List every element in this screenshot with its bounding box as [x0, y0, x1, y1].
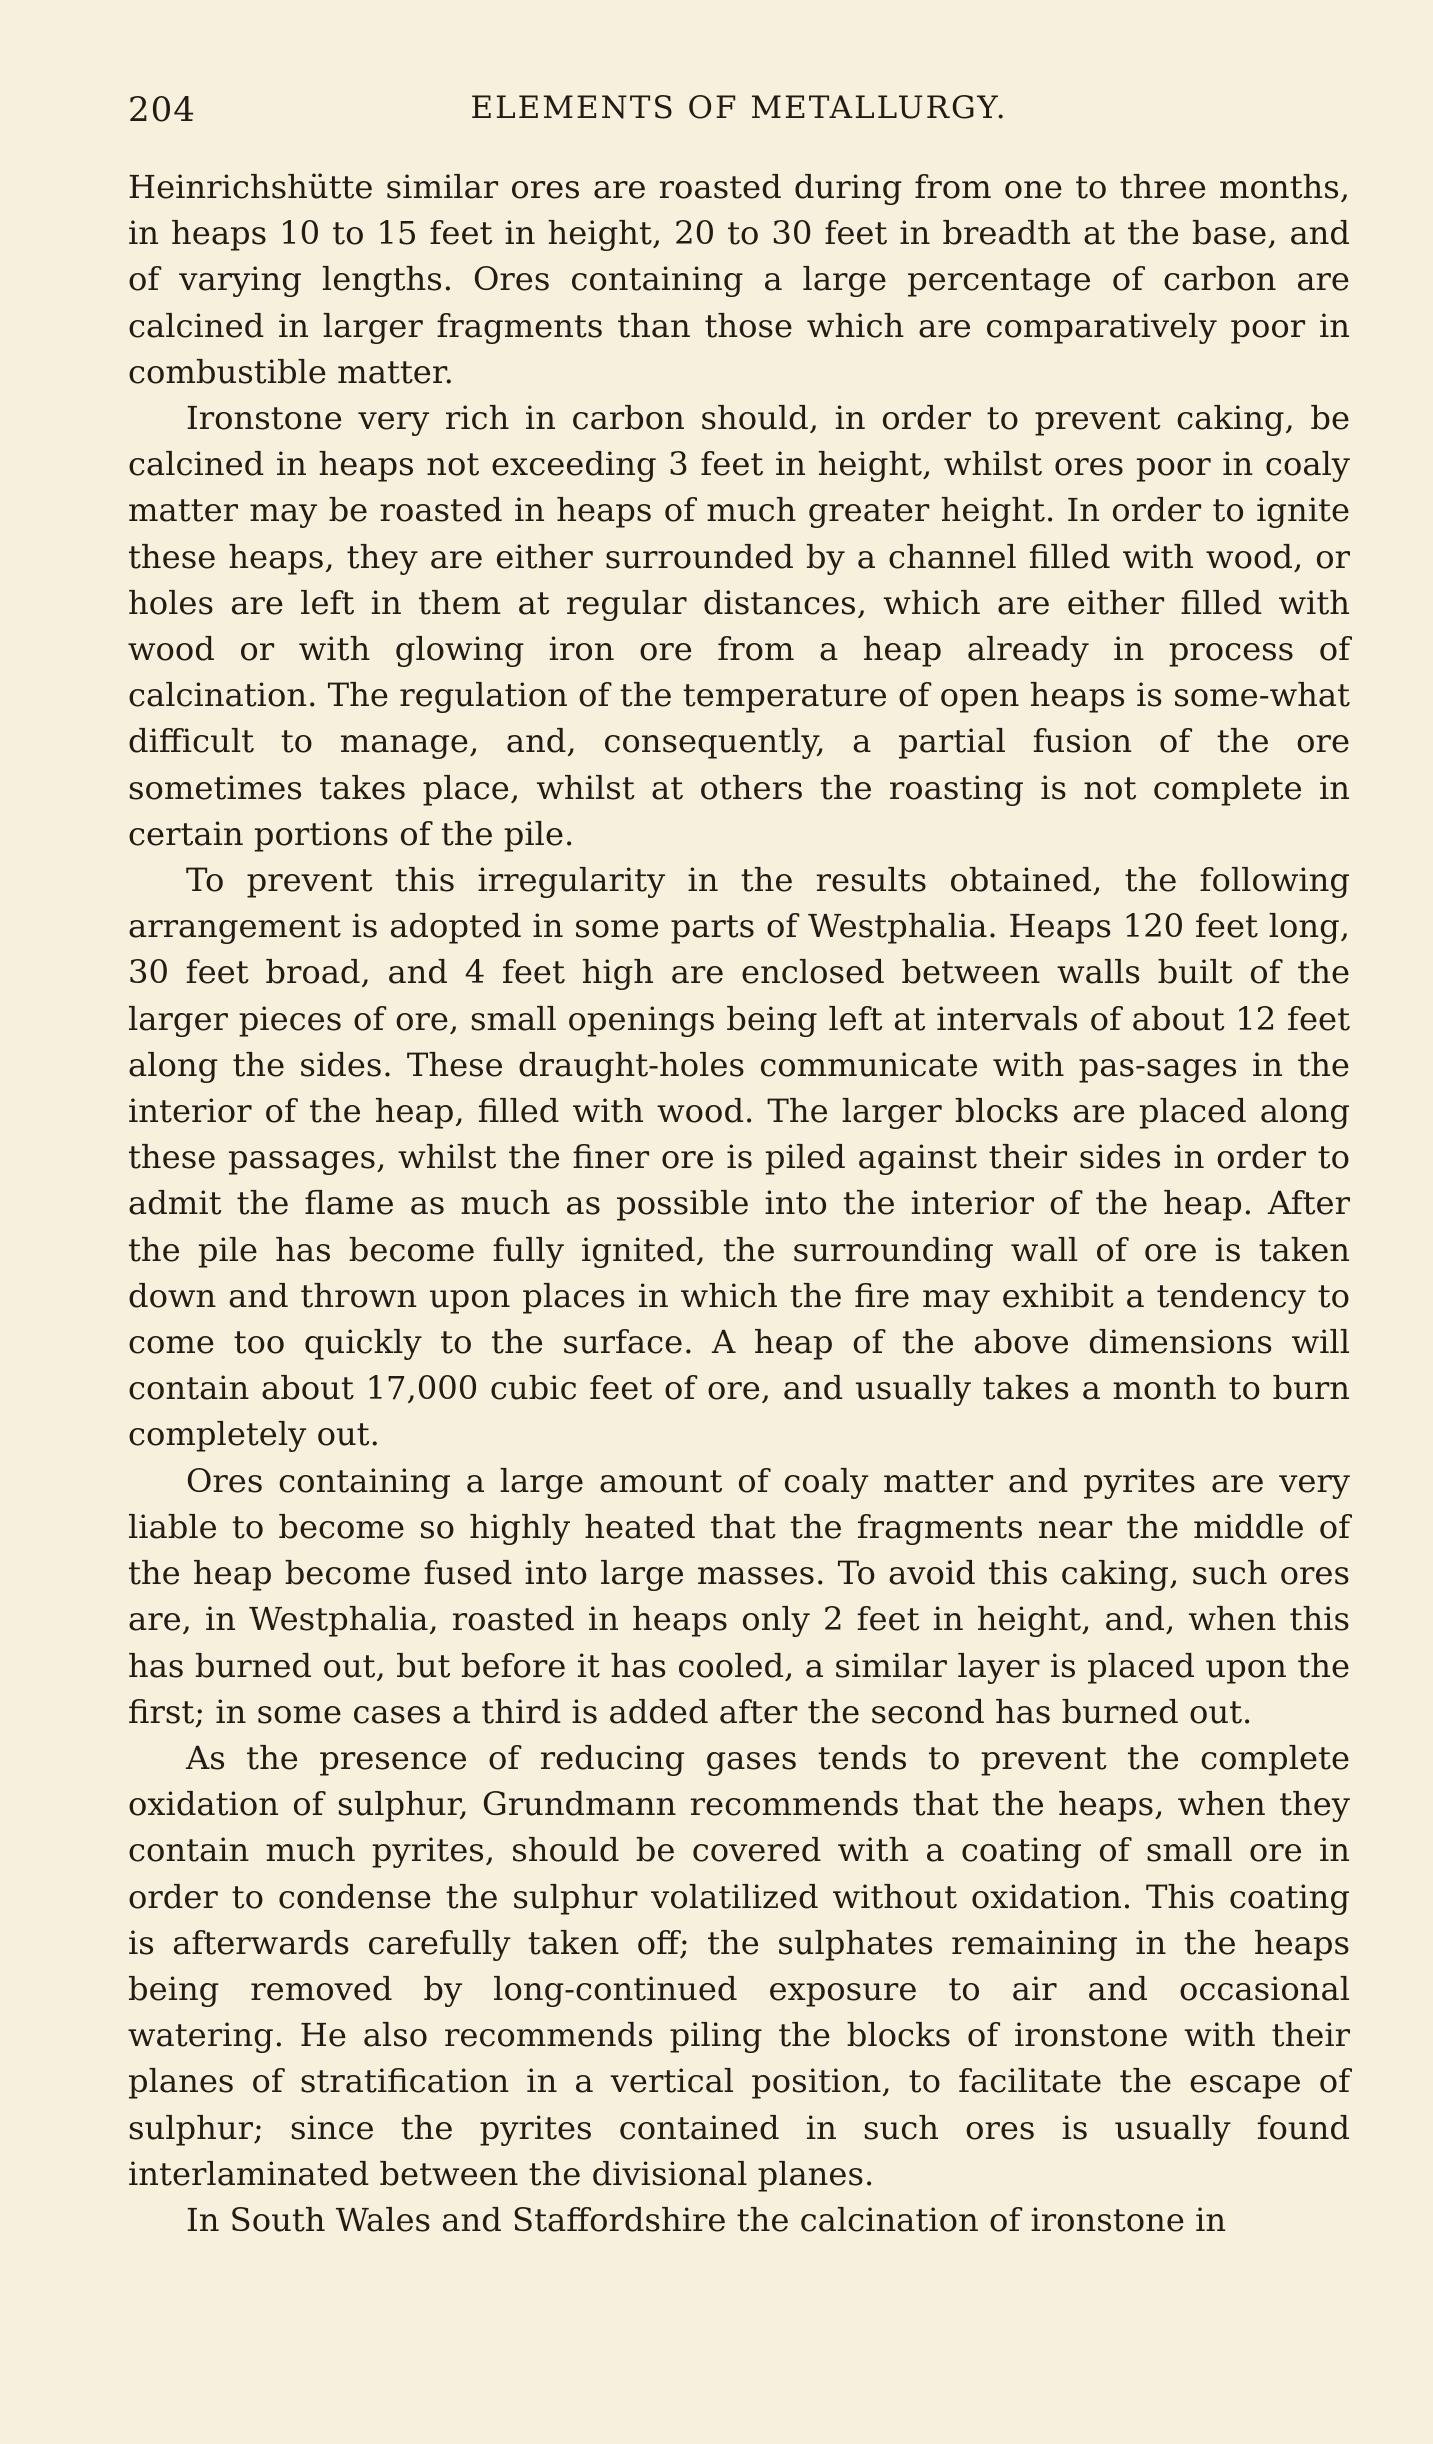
body-text [128, 164, 1350, 2243]
page-number: 204 [128, 90, 196, 130]
book-page [128, 80, 1350, 2243]
paragraph-continued: Heinrichshütte similar ores are roasted during from one to three months, in heaps 10 to 15 feet in height, 20 to 30 feet in breadth at the base, and of varying lengths. Ores containing a large percentage of carbon are calcined in larger fragments than those which are comparatively poor in combustible matter. [128, 168, 1350, 391]
paragraph-south-wales: In South Wales and Staffordshire the calcination of ironstone in [186, 2200, 1227, 2239]
running-head [128, 80, 1350, 140]
paragraph-grundmann: As the presence of reducing gases tends to prevent the complete oxidation of sulphur, Grundmann recommends that the heaps, when they contain much pyrites, should be covered with a coating of small ore in order to condense the sulphur volatilized without oxidation. This coating is afterwards carefully taken off; the sulphates remaining in the heaps being removed by long-continued exposure to air and occasional watering. He also recommends piling the blocks of ironstone with their planes of stratification in a vertical position, to facilitate the escape of sulphur; since the pyrites contained in such ores is usually found interlaminated between the divisional planes. [128, 1738, 1350, 2193]
paragraph-coaly-matter: Ores containing a large amount of coaly matter and pyrites are very liable to become so highly heated that the fragments near the middle of the heap become fused into large masses. To avoid this caking, such ores are, in Westphalia, roasted in heaps only 2 feet in height, and, when this has burned out, but before it has cooled, a similar layer is placed upon the first; in some cases a third is added after the second has burned out. [128, 1461, 1350, 1731]
paragraph-ironstone-caking: Ironstone very rich in carbon should, in order to prevent caking, be calcined in heaps not exceeding 3 feet in height, whilst ores poor in coaly matter may be roasted in heaps of much greater height. In order to ignite these heaps, they are either surrounded by a channel filled with wood, or holes are left in them at regular distances, which are either filled with wood or with glowing iron ore from a heap already in process of calcination. The regulation of the temperature of open heaps is some-what difficult to manage, and, consequently, a partial fusion of the ore sometimes takes place, whilst at others the roasting is not complete in certain portions of the pile. [128, 399, 1350, 853]
paragraph-westphalia-heaps: To prevent this irregularity in the results obtained, the following arrangement is adopted in some parts of Westphalia. Heaps 120 feet long, 30 feet broad, and 4 feet high are enclosed between walls built of the larger pieces of ore, small openings being left at intervals of about 12 feet along the sides. These draught-holes communicate with pas-sages in the interior of the heap, filled with wood. The larger blocks are placed along these passages, whilst the finer ore is piled against their sides in order to admit the flame as much as possible into the interior of the heap. After the pile has become fully ignited, the surrounding wall of ore is taken down and thrown upon places in which the fire may exhibit a tendency to come too quickly to the surface. A heap of the above dimensions will contain about 17,000 cubic feet of ore, and usually takes a month to burn completely out. [128, 861, 1350, 1454]
running-title: ELEMENTS OF METALLURGY. [470, 90, 1008, 126]
